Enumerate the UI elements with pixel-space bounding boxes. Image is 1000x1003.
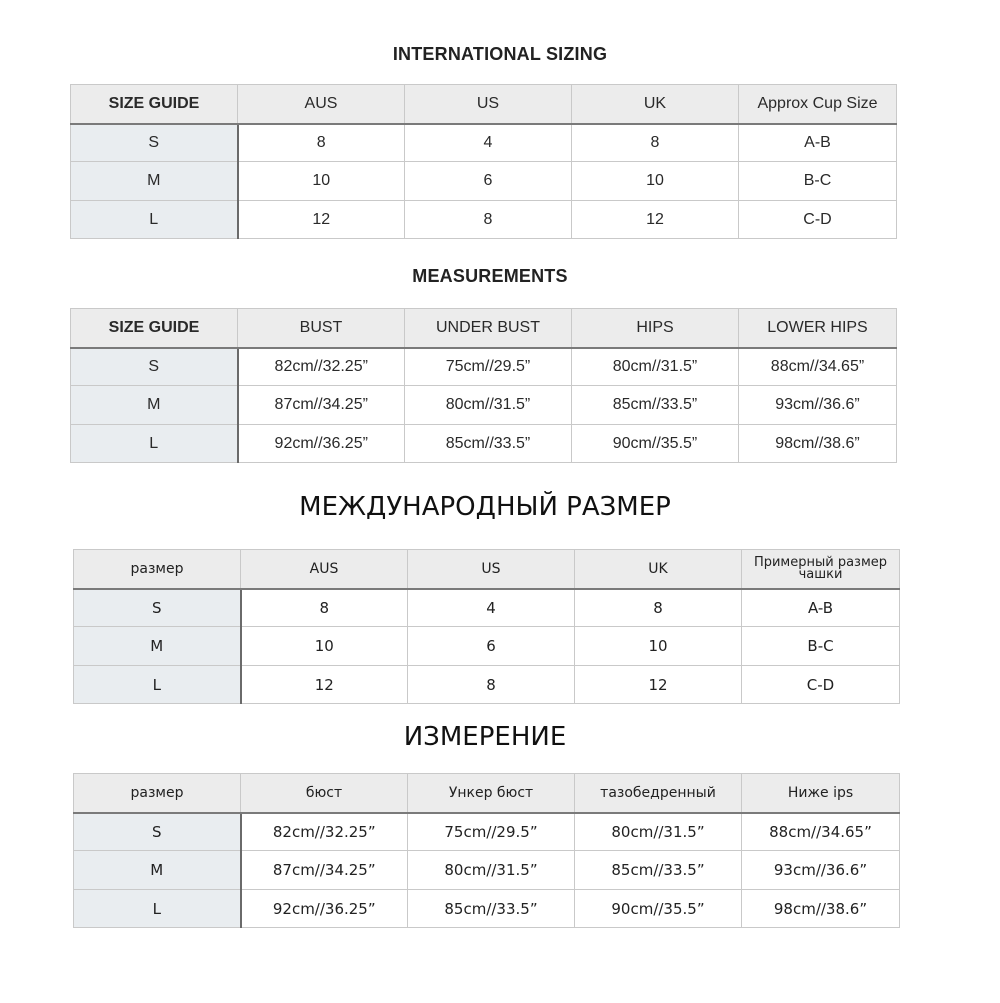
table-cell: 80cm//31.5” bbox=[575, 813, 742, 851]
table-row bbox=[71, 124, 897, 162]
table-cell: 88cm//34.65” bbox=[742, 813, 900, 851]
table-cell: 8 bbox=[238, 124, 405, 162]
size-label: M bbox=[74, 627, 241, 666]
table-row bbox=[71, 162, 897, 201]
table-row bbox=[74, 627, 900, 666]
table-cell: 80cm//31.5” bbox=[405, 386, 572, 425]
header-cell: US bbox=[405, 85, 572, 124]
size-label: M bbox=[71, 386, 238, 425]
header-cell: UK bbox=[575, 550, 742, 589]
header-cell: SIZE GUIDE bbox=[71, 85, 238, 124]
table-cell: 90cm//35.5” bbox=[572, 425, 739, 463]
header-cell: AUS bbox=[238, 85, 405, 124]
header-cell: US bbox=[408, 550, 575, 589]
table-cell: 8 bbox=[241, 589, 408, 627]
size-label: S bbox=[71, 348, 238, 386]
header-cell: тазобедренный bbox=[575, 774, 742, 813]
table-cell: 93cm//36.6” bbox=[742, 851, 900, 890]
table-cell: 8 bbox=[572, 124, 739, 162]
table-row bbox=[74, 851, 900, 890]
table-cell: 87cm//34.25” bbox=[238, 386, 405, 425]
table-cell: 92cm//36.25” bbox=[238, 425, 405, 463]
table-cell: 10 bbox=[572, 162, 739, 201]
table-cell: 12 bbox=[241, 666, 408, 704]
table-cell: 98cm//38.6” bbox=[739, 425, 897, 463]
table-cell: 12 bbox=[238, 201, 405, 239]
table-header-row bbox=[71, 85, 897, 124]
table-row bbox=[74, 813, 900, 851]
table-row bbox=[74, 589, 900, 627]
table-row bbox=[71, 348, 897, 386]
table-cell: 12 bbox=[572, 201, 739, 239]
header-cell: Примерный размер чашки bbox=[742, 550, 900, 589]
table-header-row bbox=[71, 309, 897, 348]
table-cell: 93cm//36.6” bbox=[739, 386, 897, 425]
table-header-row bbox=[74, 550, 900, 589]
international-size-ru-title: МЕЖДУНАРОДНЫЙ РАЗМЕР bbox=[299, 492, 671, 522]
size-label: L bbox=[74, 890, 241, 928]
header-cell: SIZE GUIDE bbox=[71, 309, 238, 348]
header-cell: размер bbox=[74, 550, 241, 589]
table-cell: A-B bbox=[742, 589, 900, 627]
table-cell: 75cm//29.5” bbox=[408, 813, 575, 851]
table-cell: 4 bbox=[405, 124, 572, 162]
table-cell: 85cm//33.5” bbox=[575, 851, 742, 890]
table-cell: 6 bbox=[408, 627, 575, 666]
table-cell: A-B bbox=[739, 124, 897, 162]
table-cell: 4 bbox=[408, 589, 575, 627]
header-cell: BUST bbox=[238, 309, 405, 348]
size-label: M bbox=[74, 851, 241, 890]
table-cell: 6 bbox=[405, 162, 572, 201]
table-cell: 80cm//31.5” bbox=[572, 348, 739, 386]
table-cell: 8 bbox=[405, 201, 572, 239]
table-cell: 10 bbox=[238, 162, 405, 201]
table-row bbox=[74, 666, 900, 704]
size-label: S bbox=[74, 589, 241, 627]
table-cell: 88cm//34.65” bbox=[739, 348, 897, 386]
table-cell: 12 bbox=[575, 666, 742, 704]
size-label: L bbox=[71, 425, 238, 463]
header-cell: Approx Cup Size bbox=[739, 85, 897, 124]
table-header-row bbox=[74, 774, 900, 813]
table-cell: C-D bbox=[742, 666, 900, 704]
table-row bbox=[71, 425, 897, 463]
table-cell: 87cm//34.25” bbox=[241, 851, 408, 890]
measurement-ru-table bbox=[73, 773, 900, 928]
table-row bbox=[71, 201, 897, 239]
table-cell: 98cm//38.6” bbox=[742, 890, 900, 928]
table-cell: 92cm//36.25” bbox=[241, 890, 408, 928]
table-cell: 8 bbox=[408, 666, 575, 704]
table-cell: 80cm//31.5” bbox=[408, 851, 575, 890]
table-cell: 82cm//32.25” bbox=[238, 348, 405, 386]
measurements-table bbox=[70, 308, 897, 463]
table-cell: 85cm//33.5” bbox=[408, 890, 575, 928]
header-cell: Ункер бюст bbox=[408, 774, 575, 813]
table-cell: 90cm//35.5” bbox=[575, 890, 742, 928]
table-cell: 85cm//33.5” bbox=[572, 386, 739, 425]
header-cell: LOWER HIPS bbox=[739, 309, 897, 348]
table-cell: B-C bbox=[742, 627, 900, 666]
header-cell: HIPS bbox=[572, 309, 739, 348]
table-cell: 82cm//32.25” bbox=[241, 813, 408, 851]
header-cell: UNDER BUST bbox=[405, 309, 572, 348]
table-cell: 85cm//33.5” bbox=[405, 425, 572, 463]
header-cell: бюст bbox=[241, 774, 408, 813]
size-label: L bbox=[74, 666, 241, 704]
table-cell: 8 bbox=[575, 589, 742, 627]
international-sizing-title: INTERNATIONAL SIZING bbox=[392, 44, 608, 64]
measurement-ru-title: ИЗМЕРЕНИЕ bbox=[403, 722, 567, 752]
measurements-title: MEASUREMENTS bbox=[412, 266, 568, 286]
size-label: S bbox=[71, 124, 238, 162]
header-cell: Ниже ips bbox=[742, 774, 900, 813]
size-label: L bbox=[71, 201, 238, 239]
table-cell: C-D bbox=[739, 201, 897, 239]
international-size-ru-table bbox=[73, 549, 900, 704]
header-cell: размер bbox=[74, 774, 241, 813]
size-label: M bbox=[71, 162, 238, 201]
table-cell: 10 bbox=[575, 627, 742, 666]
table-row bbox=[74, 890, 900, 928]
table-row bbox=[71, 386, 897, 425]
table-cell: 75cm//29.5” bbox=[405, 348, 572, 386]
header-cell: UK bbox=[572, 85, 739, 124]
header-cell: AUS bbox=[241, 550, 408, 589]
size-label: S bbox=[74, 813, 241, 851]
table-cell: B-C bbox=[739, 162, 897, 201]
international-sizing-table bbox=[70, 84, 897, 239]
table-cell: 10 bbox=[241, 627, 408, 666]
